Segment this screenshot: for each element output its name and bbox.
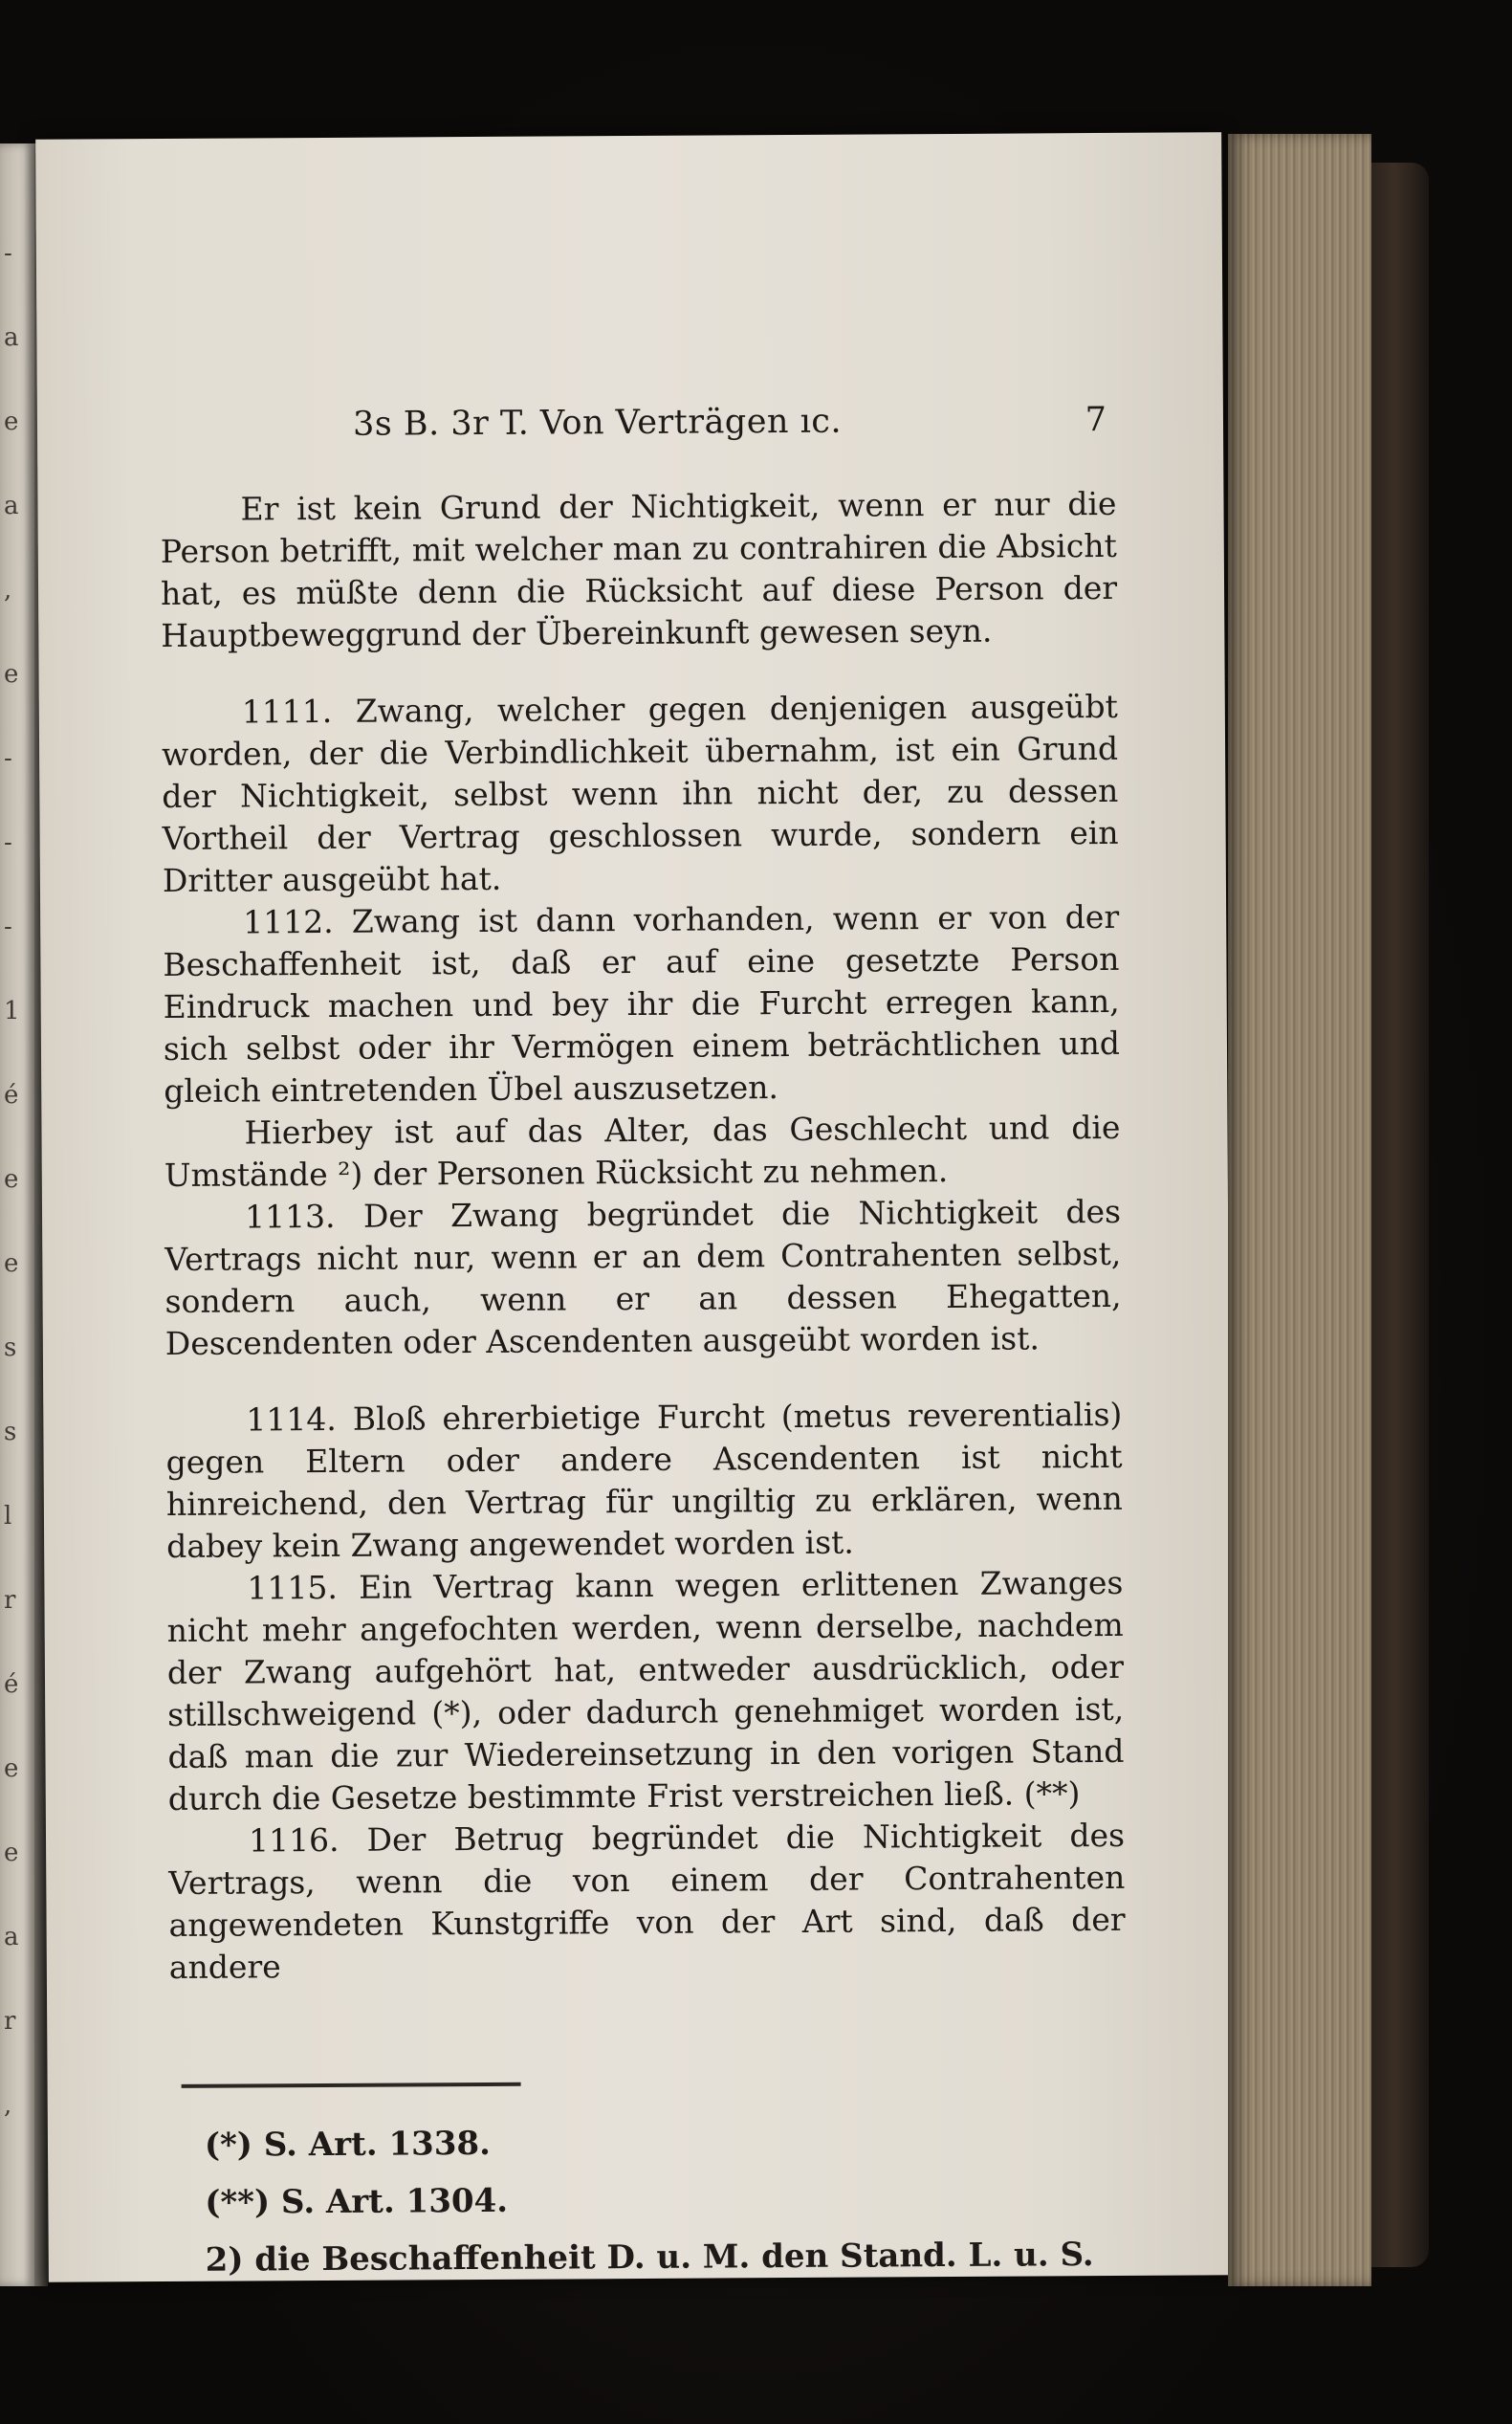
footnotes	[205, 2111, 1114, 2289]
facing-page-letter: e	[4, 408, 19, 436]
facing-page-letter: -	[4, 744, 12, 773]
paragraph: Er ist kein Grund der Nichtigkeit, wenn er nur die Person betrifft, mit welcher man zu contrahiren die Absicht hat, es müßte denn die Rücksicht auf diese Person der Hauptbeweggrund der Übereinkunft gewesen seyn.	[160, 484, 1118, 655]
book-page	[35, 132, 1235, 2282]
running-title: 3s B. 3r T. Von Verträgen ıc.	[352, 402, 843, 444]
footnote: (**) S. Art. 1304.	[205, 2181, 509, 2222]
facing-page-letter: -	[4, 828, 12, 857]
facing-page-letter: -	[4, 239, 12, 268]
facing-page-letter: e	[4, 1249, 19, 1278]
paragraph: Hierbey ist auf das Alter, das Geschlecht und die Umstände ²) der Personen Rücksicht zu nehmen.	[164, 1108, 1121, 1195]
facing-page-letter: é	[4, 1081, 19, 1110]
paragraph: 1114. Bloß ehrerbietige Furcht (metus reverentialis) gegen Eltern oder andere Ascendenten ist nicht hinreichend, den Vertrag für ungiltig zu erklären, wenn dabey kein Zwang angewendet worden ist.	[165, 1395, 1123, 1565]
paragraph: 1113. Der Zwang begründet die Nichtigkeit des Vertrags nicht nur, wenn er an dem Contrahenten selbst, sondern auch, wenn er an dessen Ehegatten, Descendenten oder Ascendenten ausgeübt worden ist.	[164, 1192, 1122, 1363]
facing-page-letter: r	[4, 1586, 16, 1615]
facing-page-letter: 1	[4, 997, 20, 1025]
facing-page-letter: r	[4, 2007, 16, 2036]
paragraph: 1112. Zwang ist dann vorhanden, wenn er von der Beschaffenheit ist, daß er auf eine gesetzte Person Eindruck machen und bey ihr die Furcht erregen kann, sich selbst oder ihr Vermögen einem beträchtlichen und gleich eintretenden Übel auszusetzen.	[163, 897, 1121, 1111]
facing-page-letter: e	[4, 660, 19, 689]
facing-page-letter: e	[4, 1754, 19, 1783]
body-paragraphs	[160, 483, 1126, 1989]
footnote: 2) die Beschaffenheit D. u. M. den Stand. L. u. S.	[205, 2236, 1094, 2280]
facing-page-letter: ,	[4, 576, 12, 605]
facing-page-letter: l	[4, 1502, 12, 1531]
paragraph: 1111. Zwang, welcher gegen denjenigen ausgeübt worden, der die Verbindlichkeit übernahm, ist ein Grund der Nichtigkeit, selbst wenn ihn nicht der, zu dessen Vortheil der Vertrag geschlossen wurde, sondern ein Dritter ausgeübt hat.	[161, 687, 1119, 900]
facing-page-letter: -	[4, 913, 12, 941]
running-header	[160, 399, 1116, 452]
book-cover	[1371, 163, 1429, 2267]
facing-page-letter: s	[4, 1418, 17, 1446]
facing-page-letter: e	[4, 1839, 19, 1867]
facing-page-edge	[0, 143, 34, 2286]
facing-page-letter: e	[4, 1165, 19, 1194]
paragraph: 1116. Der Betrug begründet die Nichtigkeit des Vertrags, wenn die von einem der Contrahenten angewendeten Kunstgriffe von der Art sind, daß der andere	[168, 1816, 1126, 1986]
paragraph-gap	[165, 1359, 1122, 1399]
facing-page-letter: a	[4, 1923, 19, 1951]
facing-page-letter: a	[4, 492, 19, 520]
facing-page-letter: é	[4, 1670, 19, 1699]
paragraph: 1115. Ein Vertrag kann wegen erlittenen Zwanges nicht mehr angefochten werden, wenn derselbe, nachdem der Zwang aufgehört hat, entweder ausdrücklich, oder stillschweigend (*), oder dadurch genehmiget worden ist, daß man die zur Wiedereinsetzung in den vorigen Stand durch die Gesetze bestimmte Frist verstreichen ließ. (**)	[166, 1563, 1125, 1818]
footnote: (*) S. Art. 1338.	[204, 2124, 492, 2165]
page-text	[160, 399, 1126, 1989]
facing-page-letter: s	[4, 1333, 17, 1362]
facing-page-letter: ,	[4, 2091, 12, 2120]
paragraph-gap	[161, 651, 1117, 692]
page-number: 7	[1085, 400, 1107, 440]
footnote-rule	[182, 2082, 521, 2088]
page-block-edge	[1228, 134, 1371, 2286]
facing-page-letter: a	[4, 323, 19, 352]
